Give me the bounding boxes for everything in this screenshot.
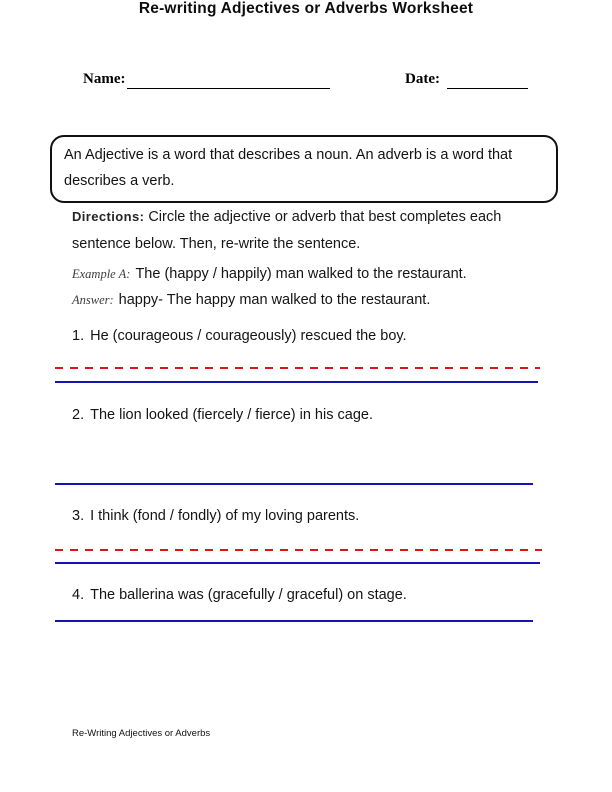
- question-2-answer-line: [55, 483, 533, 485]
- directions-block: [72, 203, 550, 258]
- example-label: Example A:: [72, 267, 131, 281]
- example-row: [72, 266, 467, 282]
- question-4-answer-line: [55, 620, 533, 622]
- answer-label: Answer:: [72, 293, 114, 307]
- name-fill-line: [127, 87, 330, 89]
- question-4-text: The ballerina was (gracefully / graceful) on stage.: [90, 587, 407, 603]
- example-text: The (happy / happily) man walked to the restaurant.: [135, 266, 467, 282]
- definition-box: [50, 135, 558, 203]
- question-1-answer-line: [55, 381, 538, 383]
- question-3-number: 3.: [72, 508, 85, 524]
- answer-text: happy- The happy man walked to the restaurant.: [118, 292, 431, 308]
- page-title: Re-writing Adjectives or Adverbs Worksheet: [138, 0, 474, 17]
- question-2-number: 2.: [72, 407, 85, 423]
- question-3: [72, 508, 359, 524]
- question-3-answer-line-dashed: [55, 549, 542, 551]
- question-1-text: He (courageous / courageously) rescued the boy.: [90, 328, 407, 344]
- answer-row: [72, 292, 430, 308]
- question-1-number: 1.: [72, 328, 85, 344]
- question-4-number: 4.: [72, 587, 85, 603]
- date-label: Date:: [405, 71, 440, 87]
- directions-text: Circle the adjective or adverb that best completes each sentence below. Then, re-write the sentence.: [72, 209, 502, 252]
- question-2-text: The lion looked (fiercely / fierce) in his cage.: [90, 407, 373, 423]
- question-2: [72, 407, 373, 423]
- question-3-text: I think (fond / fondly) of my loving parents.: [90, 508, 360, 524]
- question-1: [72, 328, 407, 344]
- footer-title: Re-Writing Adjectives or Adverbs: [72, 728, 211, 739]
- question-1-answer-line-dashed: [55, 367, 540, 369]
- directions-label: Directions:: [72, 209, 145, 224]
- date-fill-line: [447, 87, 528, 89]
- question-3-answer-line: [55, 562, 540, 564]
- question-4: [72, 587, 407, 603]
- definition-text: An Adjective is a word that describes a noun. An adverb is a word that describes a verb.: [64, 147, 513, 189]
- name-label: Name:: [83, 71, 126, 87]
